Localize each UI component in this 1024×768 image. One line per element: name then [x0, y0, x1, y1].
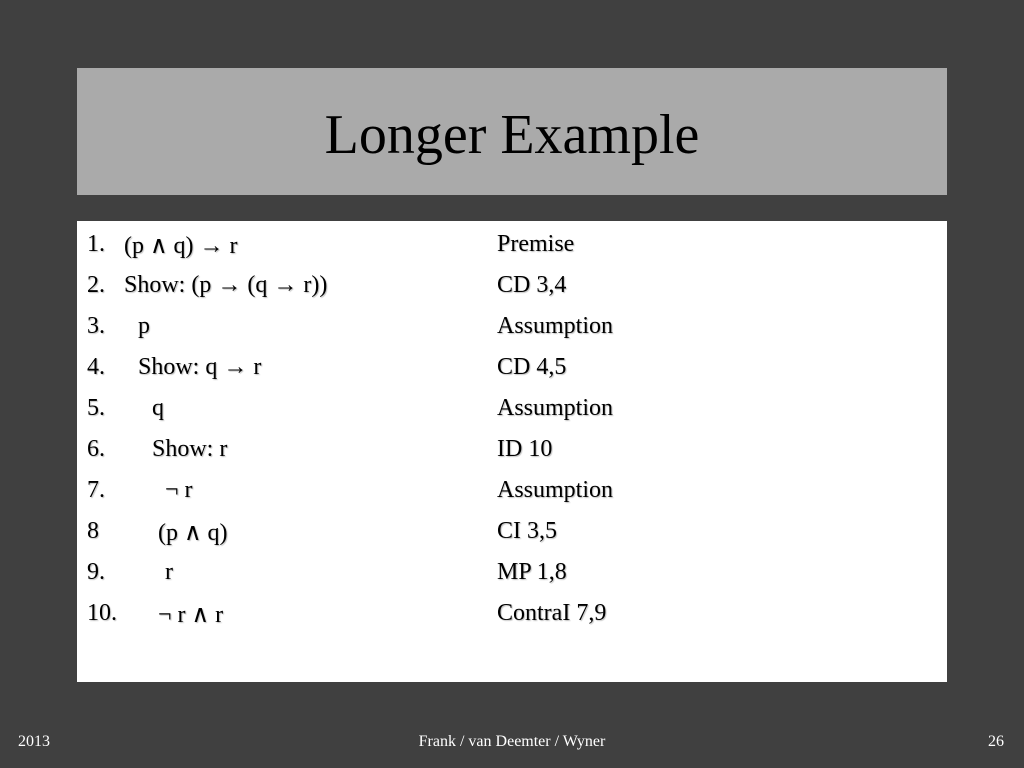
proof-line-justification: Assumption: [497, 313, 614, 339]
proof-line: [77, 231, 947, 272]
proof-line-formula: (p ∧ q): [158, 520, 228, 546]
slide-number: 26: [988, 733, 1004, 750]
proof-line-number: 8: [87, 518, 99, 544]
proof-line-justification: CD 4,5: [497, 354, 567, 380]
proof-line: [77, 600, 947, 641]
proof-line-justification: Assumption: [497, 395, 614, 421]
proof-line-number: 10.: [87, 600, 117, 626]
proof-line-number: 7.: [87, 477, 105, 503]
proof-line: [77, 395, 947, 436]
proof-line-justification: Premise: [497, 231, 575, 257]
proof-line-justification: CI 3,5: [497, 518, 557, 544]
proof-line-formula: p: [138, 313, 150, 339]
proof-line-number: 6.: [87, 436, 105, 462]
proof-line: [77, 477, 947, 518]
proof-line-number: 9.: [87, 559, 105, 585]
proof-line-formula: q: [152, 395, 164, 421]
proof-line: [77, 272, 947, 313]
slide-title: Longer Example: [324, 103, 700, 166]
proof-line-number: 4.: [87, 354, 105, 380]
proof-line-formula: Show: q → r: [138, 354, 262, 380]
footer-authors: Frank / van Deemter / Wyner: [418, 733, 606, 750]
proof-line-formula: Show: r: [152, 436, 228, 462]
title-banner: [77, 68, 947, 195]
proof-line-formula: Show: (p → (q → r)): [124, 272, 328, 298]
proof-line-formula: ¬ r ∧ r: [158, 602, 224, 628]
proof-line: [77, 313, 947, 354]
proof-line-number: 2.: [87, 272, 105, 298]
proof-panel: [77, 221, 947, 682]
proof-line-justification: CD 3,4: [497, 272, 567, 298]
proof-line-number: 1.: [87, 231, 105, 257]
proof-line-justification: Assumption: [497, 477, 614, 503]
footer-year: 2013: [18, 733, 50, 750]
proof-line-justification: ID 10: [497, 436, 553, 462]
proof-line-justification: MP 1,8: [497, 559, 567, 585]
proof-line-formula: (p ∧ q) → r: [124, 233, 238, 259]
proof-line: [77, 518, 947, 559]
proof-line-number: 5.: [87, 395, 105, 421]
proof-line-formula: r: [165, 559, 173, 585]
proof-line: [77, 354, 947, 395]
proof-line: [77, 559, 947, 600]
proof-line-justification: ContraI 7,9: [497, 600, 607, 626]
proof-line-number: 3.: [87, 313, 105, 339]
proof-line-formula: ¬ r: [165, 477, 193, 503]
proof-line: [77, 436, 947, 477]
